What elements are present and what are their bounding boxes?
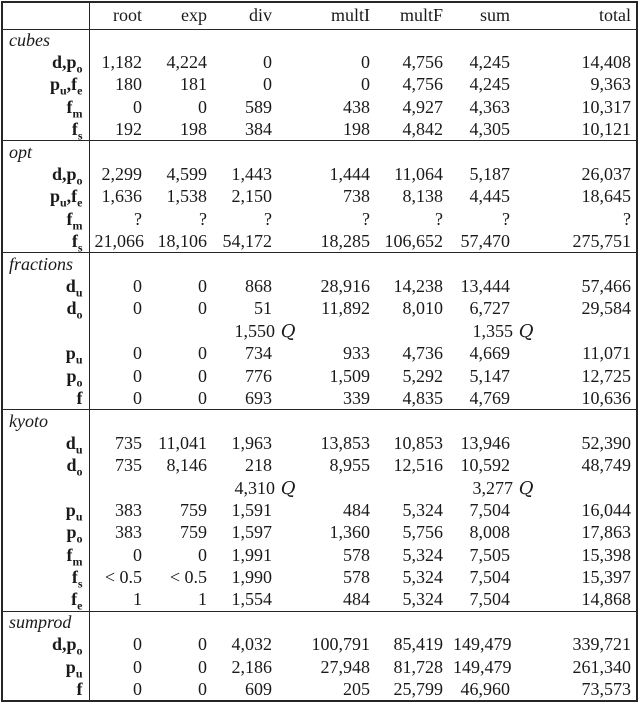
value-cell: 1	[198, 589, 207, 610]
value-cell: 5,292	[402, 365, 443, 386]
value-cell: 4,769	[469, 387, 510, 408]
value-cell: 261,340	[572, 656, 631, 677]
value-cell: 383	[115, 522, 142, 543]
value-cell: 10,636	[581, 387, 631, 408]
value-cell: 735	[115, 432, 142, 453]
empty-cell	[212, 141, 277, 163]
value-cell: ?	[502, 208, 510, 229]
empty-cell	[375, 253, 448, 275]
value-cell: 4,756	[402, 74, 443, 95]
value-cell: 0	[133, 656, 142, 677]
empty-cell	[89, 141, 147, 163]
empty-cell	[212, 253, 277, 275]
empty-cell	[515, 141, 637, 163]
empty-cell	[448, 611, 515, 633]
row-label: $f_m$	[2, 96, 89, 118]
value-cell: 1,443	[231, 164, 272, 185]
row-label: f	[2, 678, 89, 700]
value-cell: 734	[245, 343, 272, 364]
value-cell: 2,299	[101, 164, 142, 185]
value-cell: 0	[361, 74, 370, 95]
value-cell: 5,756	[402, 522, 443, 543]
value-cell: 7,504	[469, 589, 510, 610]
value-cell: 85,419	[393, 634, 443, 655]
q-value: 1,355	[472, 320, 513, 341]
value-cell: 1,509	[329, 365, 370, 386]
value-cell: 735	[115, 455, 142, 476]
value-cell: 0	[198, 544, 207, 565]
value-cell	[375, 320, 448, 342]
value-cell: 759	[180, 522, 207, 543]
value-cell: 18,645	[581, 186, 631, 207]
value-cell: 933	[343, 343, 370, 364]
value-cell: ?	[134, 208, 142, 229]
value-cell: 198	[180, 119, 207, 139]
value-cell: 11,892	[321, 298, 370, 319]
value-cell: 11,064	[394, 164, 443, 185]
value-cell: 1	[133, 589, 142, 610]
value-cell: 4,842	[402, 119, 443, 139]
row-label: $d,p_o$	[2, 163, 89, 185]
row-label: $d_u$	[2, 432, 89, 454]
value-cell: 12,516	[393, 455, 443, 476]
table-row	[2, 208, 637, 230]
value-cell: 4,032	[231, 634, 272, 655]
empty-cell	[89, 611, 147, 633]
empty-cell	[212, 410, 277, 432]
value-cell: 7,504	[469, 499, 510, 520]
value-cell: 81,728	[393, 656, 443, 677]
value-cell: 17,863	[581, 522, 631, 543]
value-cell: 0	[263, 52, 272, 73]
table-row	[2, 163, 637, 185]
group-label: sumprod	[2, 611, 89, 633]
value-cell: 1,963	[231, 432, 272, 453]
value-cell: 0	[133, 678, 142, 699]
value-cell: 4,736	[402, 343, 443, 364]
value-cell: 1,591	[231, 499, 272, 520]
value-cell: 11,041	[158, 432, 207, 453]
row-label: $f_s$	[2, 231, 89, 253]
value-cell: 46,960	[460, 678, 510, 699]
value-cell: 180	[115, 74, 142, 95]
empty-cell	[448, 253, 515, 275]
value-cell: 0	[133, 298, 142, 319]
value-cell: 29,584	[581, 298, 631, 319]
row-label: $f_s$	[2, 566, 89, 588]
q-value: 1,550	[234, 320, 275, 341]
value-cell: 759	[180, 499, 207, 520]
value-cell: 8,955	[329, 455, 370, 476]
value-cell: 438	[343, 96, 370, 117]
column-header-div: div	[212, 2, 277, 29]
value-cell: 54,172	[222, 230, 272, 251]
value-cell: 13,444	[460, 275, 510, 296]
value-cell: 18,106	[157, 230, 207, 251]
value-cell: 57,470	[460, 230, 510, 251]
value-cell: 1,182	[101, 52, 142, 73]
value-cell: < 0.5	[104, 567, 142, 588]
row-label: $p_u,f_e$	[2, 74, 89, 96]
value-cell: 5,147	[469, 365, 510, 386]
value-cell: 7,505	[469, 544, 510, 565]
value-cell: 28,916	[320, 275, 370, 296]
value-cell: 10,317	[581, 96, 631, 117]
empty-cell	[89, 410, 147, 432]
value-cell: 339,721	[572, 634, 631, 655]
value-cell: 1,444	[329, 164, 370, 185]
value-cell: 339	[343, 387, 370, 408]
value-cell: 8,146	[166, 455, 207, 476]
value-cell: 4,445	[469, 186, 510, 207]
value-cell: 1,355 Q	[472, 320, 534, 342]
value-cell: 73,573	[581, 678, 631, 699]
table-row	[2, 231, 637, 253]
group-header-row	[2, 141, 637, 163]
table-row	[2, 566, 637, 588]
value-cell: 14,238	[393, 275, 443, 296]
row-label	[2, 477, 89, 499]
row-label: $f_m$	[2, 544, 89, 566]
table-row	[2, 522, 637, 544]
row-label: $f_e$	[2, 589, 89, 611]
value-cell: 868	[245, 275, 272, 296]
table-row	[2, 634, 637, 656]
value-cell: 57,466	[581, 275, 631, 296]
group-header-row	[2, 611, 637, 633]
corner-cell	[2, 2, 89, 29]
empty-cell	[375, 611, 448, 633]
table-row	[2, 342, 637, 364]
empty-cell	[277, 141, 375, 163]
row-label: $f_m$	[2, 208, 89, 230]
value-cell: 14,408	[581, 52, 631, 73]
table-row	[2, 96, 637, 118]
row-label: $p_o$	[2, 522, 89, 544]
value-cell: 4,835	[402, 387, 443, 408]
empty-cell	[147, 253, 212, 275]
row-label: $d,p_o$	[2, 634, 89, 656]
value-cell: 0	[198, 343, 207, 364]
table-row	[2, 365, 637, 387]
row-label: $d_u$	[2, 275, 89, 297]
value-cell: 0	[198, 656, 207, 677]
value-cell	[515, 320, 637, 342]
value-cell: ?	[623, 208, 631, 229]
value-cell: 0	[198, 634, 207, 655]
value-cell: 275,751	[572, 230, 631, 251]
row-label: $p_u,f_e$	[2, 186, 89, 208]
table-row	[2, 74, 637, 96]
table-row	[2, 432, 637, 454]
column-header-exp: exp	[147, 2, 212, 29]
empty-cell	[515, 611, 637, 633]
row-label: f	[2, 387, 89, 409]
value-cell: 16,044	[581, 499, 631, 520]
value-cell: 1,554	[231, 589, 272, 610]
value-cell: 0	[133, 275, 142, 296]
value-cell: ?	[264, 208, 272, 229]
value-cell: 484	[343, 499, 370, 520]
table-body	[2, 29, 637, 701]
row-label: $p_u$	[2, 499, 89, 521]
value-cell	[89, 477, 147, 499]
value-cell: 14,868	[581, 589, 631, 610]
value-cell: 25,799	[393, 678, 443, 699]
value-cell: ?	[362, 208, 370, 229]
value-cell: 51	[254, 298, 272, 319]
empty-cell	[89, 29, 147, 51]
value-cell: 11,071	[582, 343, 631, 364]
value-cell: 578	[343, 567, 370, 588]
value-cell: 0	[133, 365, 142, 386]
empty-cell	[277, 29, 375, 51]
empty-cell	[147, 611, 212, 633]
value-cell: 0	[133, 634, 142, 655]
value-cell: 8,010	[402, 298, 443, 319]
value-cell: 4,224	[166, 52, 207, 73]
value-cell: 5,324	[402, 499, 443, 520]
value-cell: 0	[198, 365, 207, 386]
value-cell: 4,669	[469, 343, 510, 364]
value-cell: 776	[245, 365, 272, 386]
column-header-total: total	[515, 2, 637, 29]
value-cell: 10,121	[581, 119, 631, 139]
value-cell: 181	[180, 74, 207, 95]
value-cell: 13,853	[320, 432, 370, 453]
value-cell: 4,599	[166, 164, 207, 185]
value-cell: 26,037	[581, 164, 631, 185]
value-cell: 52,390	[581, 432, 631, 453]
value-cell: 106,652	[384, 230, 443, 251]
empty-cell	[147, 410, 212, 432]
value-cell: 5,324	[402, 589, 443, 610]
value-cell: 4,245	[469, 52, 510, 73]
results-table	[1, 1, 638, 702]
value-cell: 5,324	[402, 544, 443, 565]
empty-cell	[89, 253, 147, 275]
value-cell: 198	[343, 119, 370, 139]
value-cell: 218	[245, 455, 272, 476]
column-header-root: root	[89, 2, 147, 29]
value-cell: 12,725	[581, 365, 631, 386]
value-cell: 8,008	[469, 522, 510, 543]
table-row	[2, 656, 637, 678]
value-cell: 384	[245, 119, 272, 139]
value-cell: 0	[361, 52, 370, 73]
empty-cell	[147, 141, 212, 163]
table-row	[2, 678, 637, 700]
value-cell: 2,186	[231, 656, 272, 677]
table-row	[2, 477, 637, 499]
value-cell: 589	[245, 96, 272, 117]
value-cell	[147, 320, 212, 342]
empty-cell	[277, 611, 375, 633]
table-row	[2, 387, 637, 409]
empty-cell	[375, 141, 448, 163]
empty-cell	[375, 29, 448, 51]
value-cell: 5,324	[402, 567, 443, 588]
table-header	[2, 2, 637, 29]
row-label	[2, 320, 89, 342]
value-cell: 15,397	[581, 567, 631, 588]
table-row	[2, 499, 637, 521]
value-cell: 4,756	[402, 52, 443, 73]
value-cell: 4,305	[469, 119, 510, 139]
empty-cell	[277, 253, 375, 275]
empty-cell	[515, 29, 637, 51]
value-cell: 18,285	[320, 230, 370, 251]
value-cell: 9,363	[590, 74, 631, 95]
group-header-row	[2, 410, 637, 432]
value-cell: 0	[198, 678, 207, 699]
q-value: 4,310	[234, 477, 275, 498]
value-cell: 0	[133, 544, 142, 565]
group-label: cubes	[2, 29, 89, 51]
value-cell: 10,592	[460, 455, 510, 476]
group-header-row	[2, 29, 637, 51]
table-row	[2, 454, 637, 476]
value-cell: 0	[198, 275, 207, 296]
value-cell: 2,150	[231, 186, 272, 207]
value-cell: 149,479	[453, 656, 512, 677]
value-cell: 149,479	[453, 634, 512, 655]
value-cell: 1,597	[231, 522, 272, 543]
table-row	[2, 298, 637, 320]
table-row	[2, 51, 637, 73]
table-row	[2, 186, 637, 208]
empty-cell	[448, 141, 515, 163]
value-cell: 27,948	[320, 656, 370, 677]
value-cell: 4,363	[469, 96, 510, 117]
row-label: $d_o$	[2, 454, 89, 476]
value-cell: 738	[343, 186, 370, 207]
value-cell: 1,991	[231, 544, 272, 565]
empty-cell	[277, 410, 375, 432]
value-cell	[375, 477, 448, 499]
table-row	[2, 275, 637, 297]
value-cell: 0	[263, 74, 272, 95]
empty-cell	[448, 410, 515, 432]
value-cell: 21,066	[94, 230, 144, 251]
table-row	[2, 544, 637, 566]
value-cell: 0	[198, 298, 207, 319]
value-cell: 10,853	[393, 432, 443, 453]
table-row	[2, 119, 637, 141]
value-cell: 205	[343, 678, 370, 699]
empty-cell	[448, 29, 515, 51]
value-cell: 0	[198, 387, 207, 408]
row-label: $p_u$	[2, 656, 89, 678]
q-value: 3,277	[472, 477, 513, 498]
header-row	[2, 2, 637, 29]
empty-cell	[147, 29, 212, 51]
value-cell: 1,550 Q	[234, 320, 296, 342]
value-cell: 15,398	[581, 544, 631, 565]
value-cell: 100,791	[311, 634, 370, 655]
value-cell: 13,946	[460, 432, 510, 453]
empty-cell	[212, 611, 277, 633]
value-cell: 3,277 Q	[472, 477, 534, 499]
group-label: fractions	[2, 253, 89, 275]
value-cell: 1,636	[101, 186, 142, 207]
value-cell: 4,310 Q	[234, 477, 296, 499]
value-cell	[515, 477, 637, 499]
value-cell: 6,727	[469, 298, 510, 319]
value-cell: 5,187	[469, 164, 510, 185]
row-label: $d,p_o$	[2, 51, 89, 73]
value-cell: 4,927	[402, 96, 443, 117]
value-cell: 0	[198, 96, 207, 117]
value-cell: 0	[133, 343, 142, 364]
value-cell: 578	[343, 544, 370, 565]
value-cell: 4,245	[469, 74, 510, 95]
row-label: $d_o$	[2, 298, 89, 320]
column-header-multF: multF	[375, 2, 448, 29]
value-cell: 383	[115, 499, 142, 520]
group-header-row	[2, 253, 637, 275]
value-cell: 1,538	[166, 186, 207, 207]
value-cell: 609	[245, 678, 272, 699]
row-label: $f_s$	[2, 119, 89, 141]
column-header-multI: multI	[277, 2, 375, 29]
group-label: opt	[2, 141, 89, 163]
value-cell: ?	[199, 208, 207, 229]
column-header-sum: sum	[448, 2, 515, 29]
empty-cell	[212, 29, 277, 51]
empty-cell	[515, 410, 637, 432]
value-cell: 8,138	[402, 186, 443, 207]
group-label: kyoto	[2, 410, 89, 432]
row-label: $p_u$	[2, 342, 89, 364]
value-cell: 192	[115, 119, 142, 139]
value-cell: 0	[133, 96, 142, 117]
value-cell	[147, 477, 212, 499]
empty-cell	[515, 253, 637, 275]
value-cell: 1,360	[329, 522, 370, 543]
value-cell	[89, 320, 147, 342]
table-row	[2, 320, 637, 342]
row-label: $p_o$	[2, 365, 89, 387]
value-cell: < 0.5	[169, 567, 207, 588]
value-cell: 484	[343, 589, 370, 610]
value-cell: 1,990	[231, 567, 272, 588]
value-cell: 7,504	[469, 567, 510, 588]
value-cell: ?	[435, 208, 443, 229]
table-row	[2, 589, 637, 611]
value-cell: 693	[245, 387, 272, 408]
value-cell: 48,749	[581, 455, 631, 476]
empty-cell	[375, 410, 448, 432]
value-cell: 0	[133, 387, 142, 408]
